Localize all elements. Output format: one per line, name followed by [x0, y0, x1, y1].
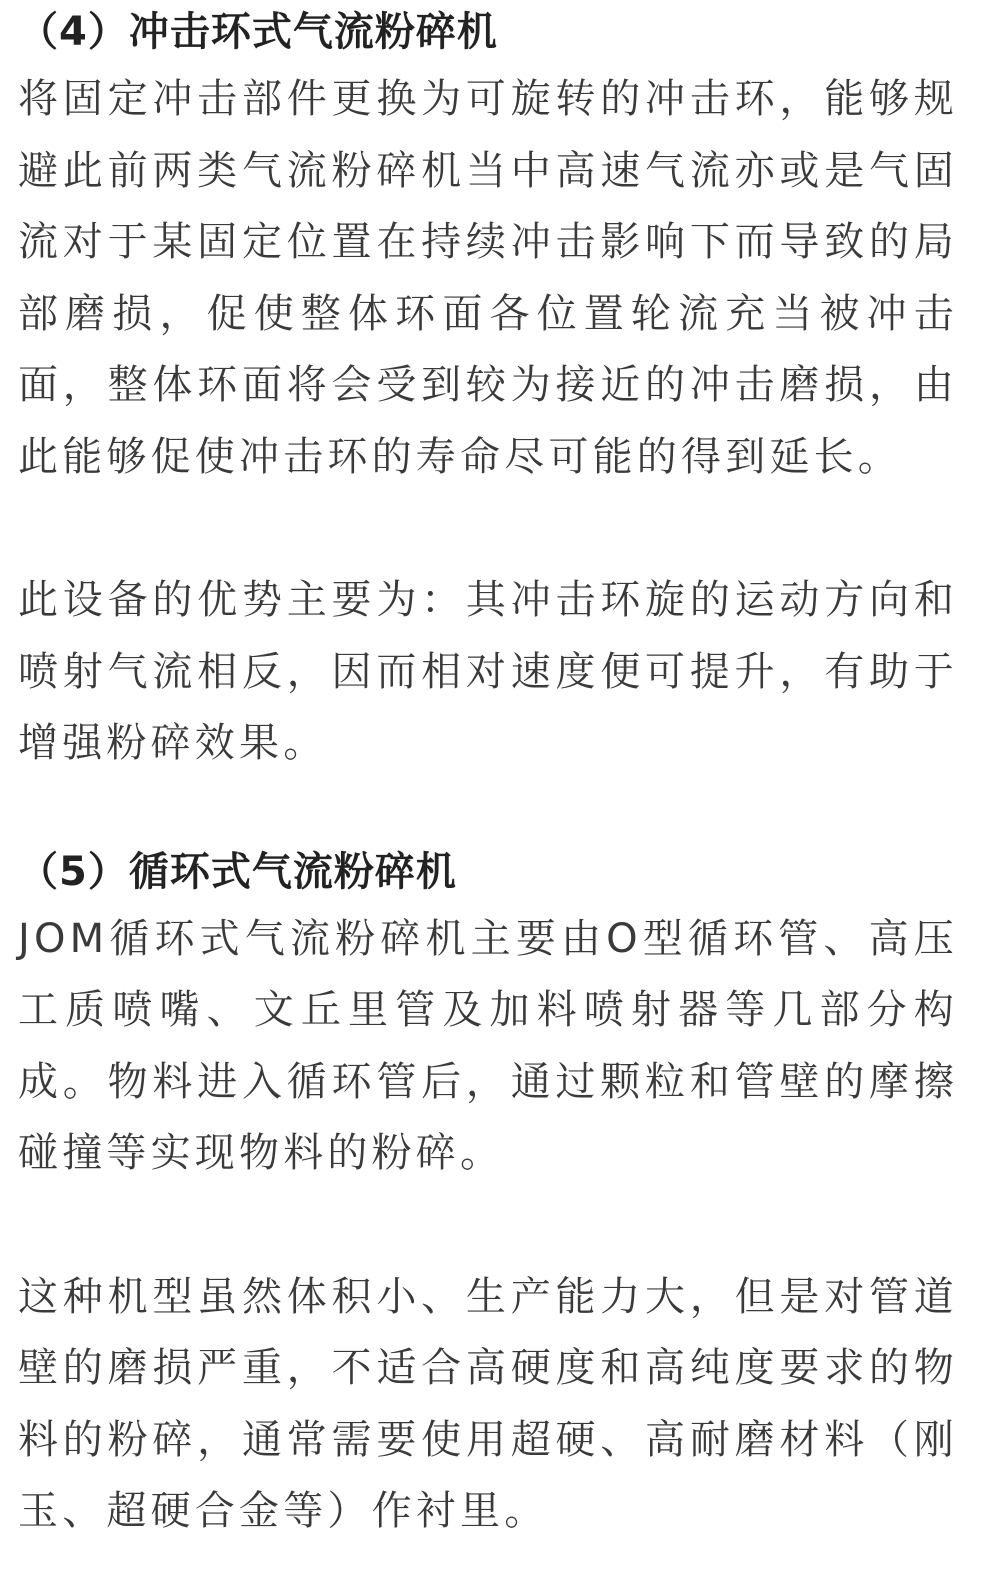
section-4-paragraph-2: 此设备的优势主要为：其冲击环旋的运动方向和喷射气流相反，因而相对速度便可提升，有助于增强粉碎效果。 [18, 577, 958, 766]
section-5-paragraph-1: JOM循环式气流粉碎机主要由O型循环管、高压工质喷嘴、文丘里管及加料喷射器等几部分构成。物料进入循环管后，通过颗粒和管壁的摩擦碰撞等实现物料的粉碎。 [18, 915, 958, 1176]
section-4-heading: （4）冲击环式气流粉碎机 [18, 9, 498, 55]
article-body [18, 0, 958, 1548]
section-5-paragraph-2: 这种机型虽然体积小、生产能力大，但是对管道壁的磨损严重，不适合高硬度和高纯度要求的物料的粉碎，通常需要使用超硬、高耐磨材料（刚玉、超硬合金等）作衬里。 [18, 1273, 958, 1534]
section-4-paragraph-1: 将固定冲击部件更换为可旋转的冲击环，能够规避此前两类气流粉碎机当中高速气流亦或是气固流对于某固定位置在持续冲击影响下而导致的局部磨损，促使整体环面各位置轮流充当被冲击面，整体环面将会受到较为接近的冲击磨损，由此能够促使冲击环的寿命尽可能的得到延长。 [18, 76, 958, 480]
section-5-heading: （5）循环式气流粉碎机 [18, 848, 457, 895]
